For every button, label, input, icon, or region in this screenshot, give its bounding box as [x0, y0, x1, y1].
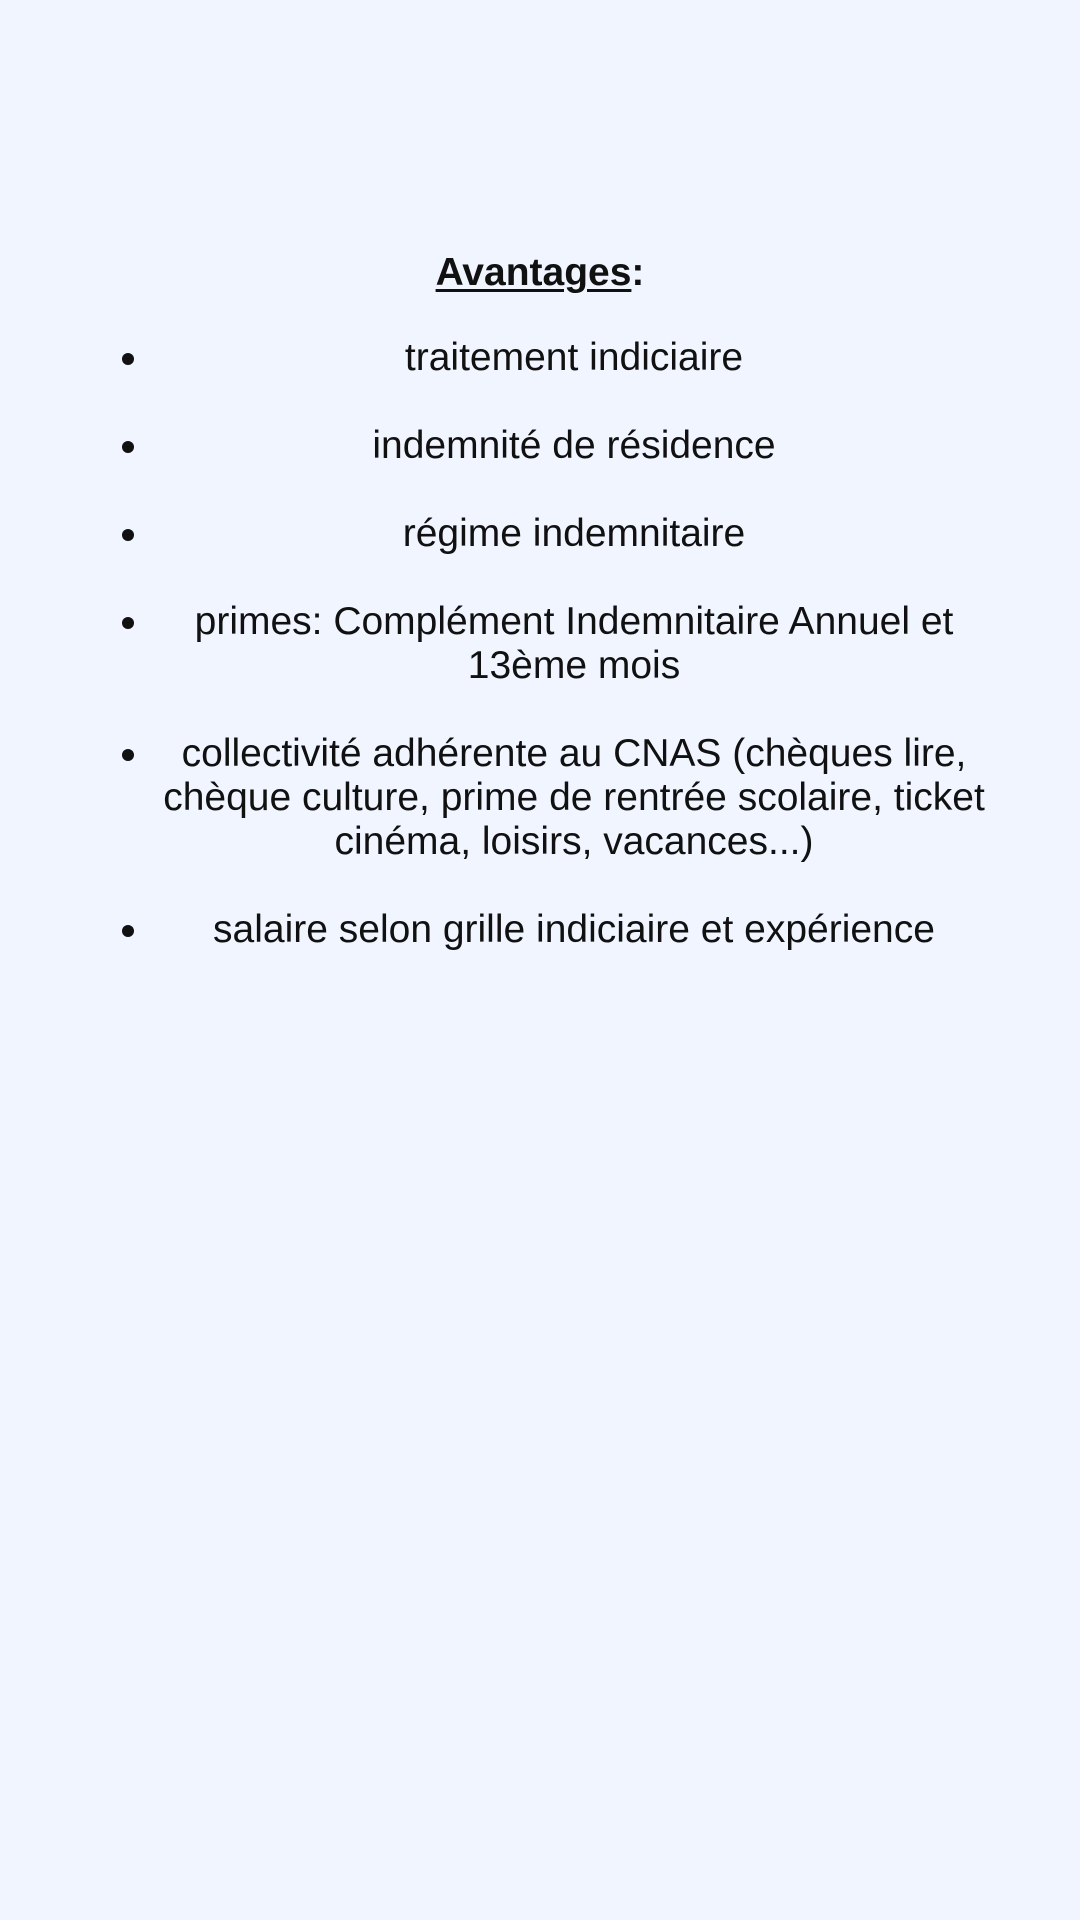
heading-suffix: : [631, 251, 645, 294]
bullet-icon [122, 925, 134, 937]
list-item-text: primes: Complément Indemnitaire Annuel et 13ème mois [194, 600, 954, 687]
list-item [0, 336, 1080, 380]
benefits-list [0, 336, 1080, 996]
section-heading [0, 248, 1080, 298]
bullet-icon [122, 529, 134, 541]
bullet-icon [122, 617, 134, 629]
list-item [0, 512, 1080, 556]
list-item [0, 600, 1080, 688]
list-item [0, 732, 1080, 864]
bullet-icon [122, 353, 134, 365]
list-item-text: régime indemnitaire [402, 512, 746, 555]
list-item-text: indemnité de résidence [372, 424, 776, 467]
list-item-text: traitement indiciaire [404, 336, 744, 379]
list-item [0, 424, 1080, 468]
list-item-text: collectivité adhérente au CNAS (chèques lire, chèque culture, prime de rentrée scolaire, ticket cinéma, loisirs, vacances...) [163, 732, 985, 863]
bullet-icon [122, 441, 134, 453]
heading-title: Avantages [435, 251, 632, 294]
list-item-text: salaire selon grille indiciaire et expérience [213, 908, 935, 951]
list-item [0, 908, 1080, 952]
bullet-icon [122, 749, 134, 761]
